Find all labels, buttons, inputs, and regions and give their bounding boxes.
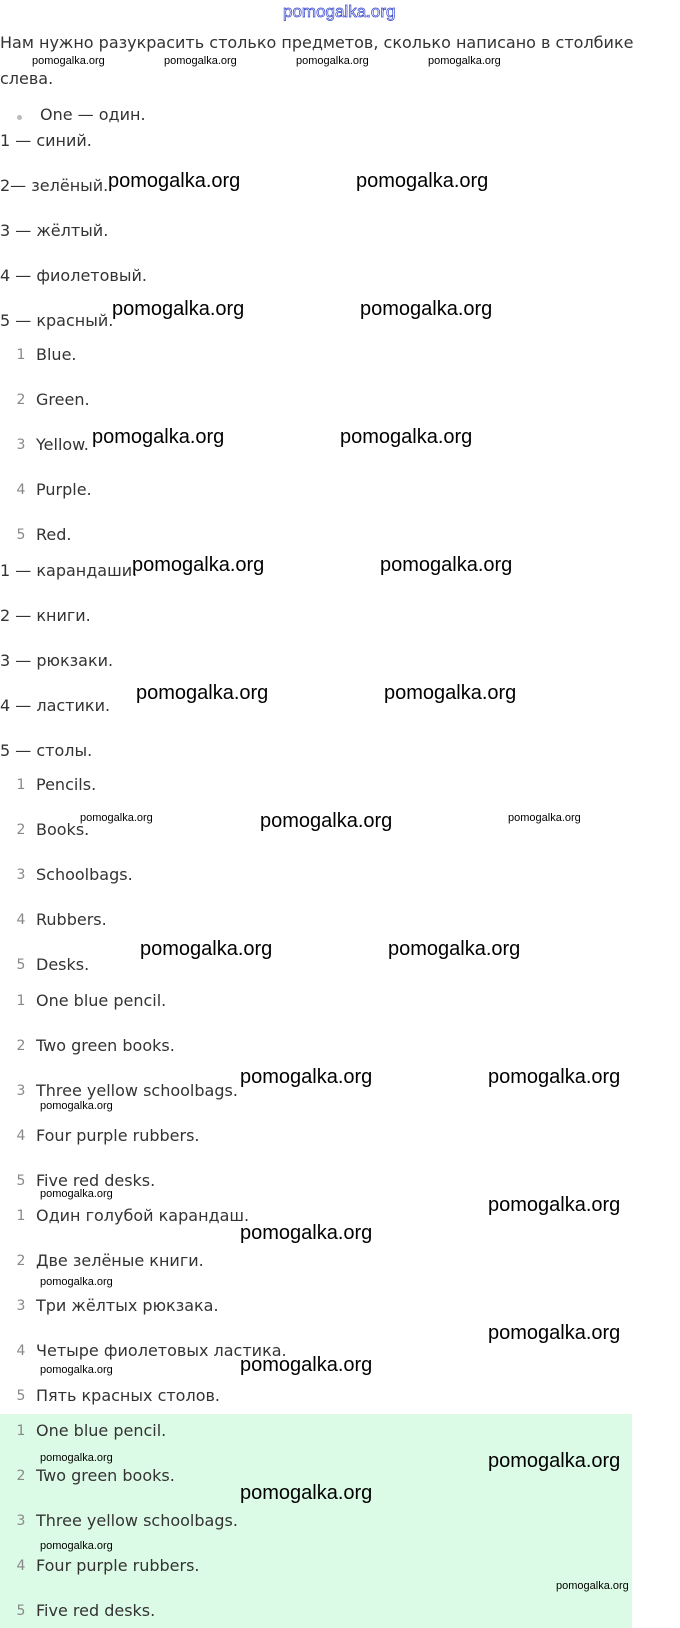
watermark: pomogalka.org — [40, 1540, 113, 1552]
answer-en-1: One blue pencil. — [36, 1421, 167, 1440]
color-en-5: Red. — [36, 525, 72, 544]
list-number: 4 — [16, 482, 26, 498]
color-en-4: Purple. — [36, 480, 92, 499]
list-number: 5 — [16, 957, 26, 973]
list-number: 4 — [16, 1558, 26, 1574]
watermark: pomogalka.org — [240, 1222, 373, 1244]
watermark: pomogalka.org — [80, 812, 153, 824]
object-en-2: Books. — [36, 820, 90, 839]
object-ru-5: 5 — столы. — [0, 741, 93, 760]
bullet-item: One — один. — [40, 105, 146, 124]
object-en-1: Pencils. — [36, 775, 97, 794]
list-number: 1 — [16, 347, 26, 363]
bullet-dot — [17, 115, 22, 120]
watermark: pomogalka.org — [140, 938, 273, 960]
list-number: 2 — [16, 1253, 26, 1269]
object-ru-3: 3 — рюкзаки. — [0, 651, 114, 670]
color-ru-3: 3 — жёлтый. — [0, 221, 109, 240]
watermark: pomogalka.org — [136, 682, 269, 704]
intro-line-2: слева. — [0, 69, 54, 88]
watermark: pomogalka.org — [356, 170, 489, 192]
watermark: pomogalka.org — [164, 55, 237, 67]
object-en-4: Rubbers. — [36, 910, 107, 929]
phrase-en-2: Two green books. — [36, 1036, 175, 1055]
watermark: pomogalka.org — [32, 55, 105, 67]
list-number: 4 — [16, 912, 26, 928]
list-number: 4 — [16, 1128, 26, 1144]
phrase-ru-1: Один голубой карандаш. — [36, 1206, 250, 1225]
intro-line-1: Нам нужно разукрасить столько предметов, сколько написано в столбике — [0, 33, 634, 52]
list-number: 4 — [16, 1343, 26, 1359]
list-number: 2 — [16, 1468, 26, 1484]
watermark: pomogalka.org — [384, 682, 517, 704]
list-number: 1 — [16, 1208, 26, 1224]
list-number: 1 — [16, 777, 26, 793]
watermark: pomogalka.org — [40, 1452, 113, 1464]
color-en-3: Yellow. — [36, 435, 89, 454]
watermark: pomogalka.org — [488, 1450, 621, 1472]
watermark: pomogalka.org — [40, 1188, 113, 1200]
list-number: 3 — [16, 1083, 26, 1099]
watermark: pomogalka.org — [40, 1364, 113, 1376]
phrase-ru-4: Четыре фиолетовых ластика. — [36, 1341, 287, 1360]
list-number: 3 — [16, 867, 26, 883]
watermark: pomogalka.org — [240, 1066, 373, 1088]
phrase-en-4: Four purple rubbers. — [36, 1126, 200, 1145]
watermark: pomogalka.org — [40, 1276, 113, 1288]
watermark: pomogalka.org — [488, 1322, 621, 1344]
list-number: 3 — [16, 1298, 26, 1314]
color-en-1: Blue. — [36, 345, 77, 364]
answer-en-5: Five red desks. — [36, 1601, 156, 1620]
phrase-ru-5: Пять красных столов. — [36, 1386, 220, 1405]
answer-en-4: Four purple rubbers. — [36, 1556, 200, 1575]
object-ru-1: 1 — карандаши. — [0, 561, 138, 580]
color-ru-4: 4 — фиолетовый. — [0, 266, 147, 285]
list-number: 5 — [16, 1173, 26, 1189]
list-number: 2 — [16, 1038, 26, 1054]
list-number: 5 — [16, 1388, 26, 1404]
phrase-en-3: Three yellow schoolbags. — [36, 1081, 238, 1100]
answer-en-3: Three yellow schoolbags. — [36, 1511, 238, 1530]
watermark: pomogalka.org — [488, 1066, 621, 1088]
phrase-en-5: Five red desks. — [36, 1171, 156, 1190]
watermark: pomogalka.org — [296, 55, 369, 67]
watermark: pomogalka.org — [240, 1354, 373, 1376]
watermark-header: pomogalka.org — [283, 2, 396, 21]
list-number: 1 — [16, 993, 26, 1009]
watermark: pomogalka.org — [40, 1100, 113, 1112]
answer-en-2: Two green books. — [36, 1466, 175, 1485]
color-ru-1: 1 — синий. — [0, 131, 92, 150]
watermark: pomogalka.org — [132, 554, 265, 576]
watermark: pomogalka.org — [380, 554, 513, 576]
object-en-5: Desks. — [36, 955, 90, 974]
phrase-ru-2: Две зелёные книги. — [36, 1251, 204, 1270]
watermark: pomogalka.org — [340, 426, 473, 448]
watermark: pomogalka.org — [360, 298, 493, 320]
object-ru-2: 2 — книги. — [0, 606, 91, 625]
list-number: 3 — [16, 437, 26, 453]
color-en-2: Green. — [36, 390, 90, 409]
object-ru-4: 4 — ластики. — [0, 696, 111, 715]
watermark: pomogalka.org — [508, 812, 581, 824]
color-ru-5: 5 — красный. — [0, 311, 114, 330]
list-number: 5 — [16, 527, 26, 543]
watermark: pomogalka.org — [488, 1194, 621, 1216]
watermark: pomogalka.org — [92, 426, 225, 448]
watermark: pomogalka.org — [428, 55, 501, 67]
list-number: 5 — [16, 1603, 26, 1619]
object-en-3: Schoolbags. — [36, 865, 133, 884]
phrase-en-1: One blue pencil. — [36, 991, 167, 1010]
color-ru-2: 2— зелёный. — [0, 176, 109, 195]
watermark: pomogalka.org — [388, 938, 521, 960]
watermark: pomogalka.org — [108, 170, 241, 192]
watermark: pomogalka.org — [556, 1580, 629, 1592]
list-number: 3 — [16, 1513, 26, 1529]
watermark: pomogalka.org — [260, 810, 393, 832]
list-number: 2 — [16, 392, 26, 408]
list-number: 2 — [16, 822, 26, 838]
list-number: 1 — [16, 1423, 26, 1439]
watermark: pomogalka.org — [112, 298, 245, 320]
watermark: pomogalka.org — [240, 1482, 373, 1504]
phrase-ru-3: Три жёлтых рюкзака. — [36, 1296, 219, 1315]
